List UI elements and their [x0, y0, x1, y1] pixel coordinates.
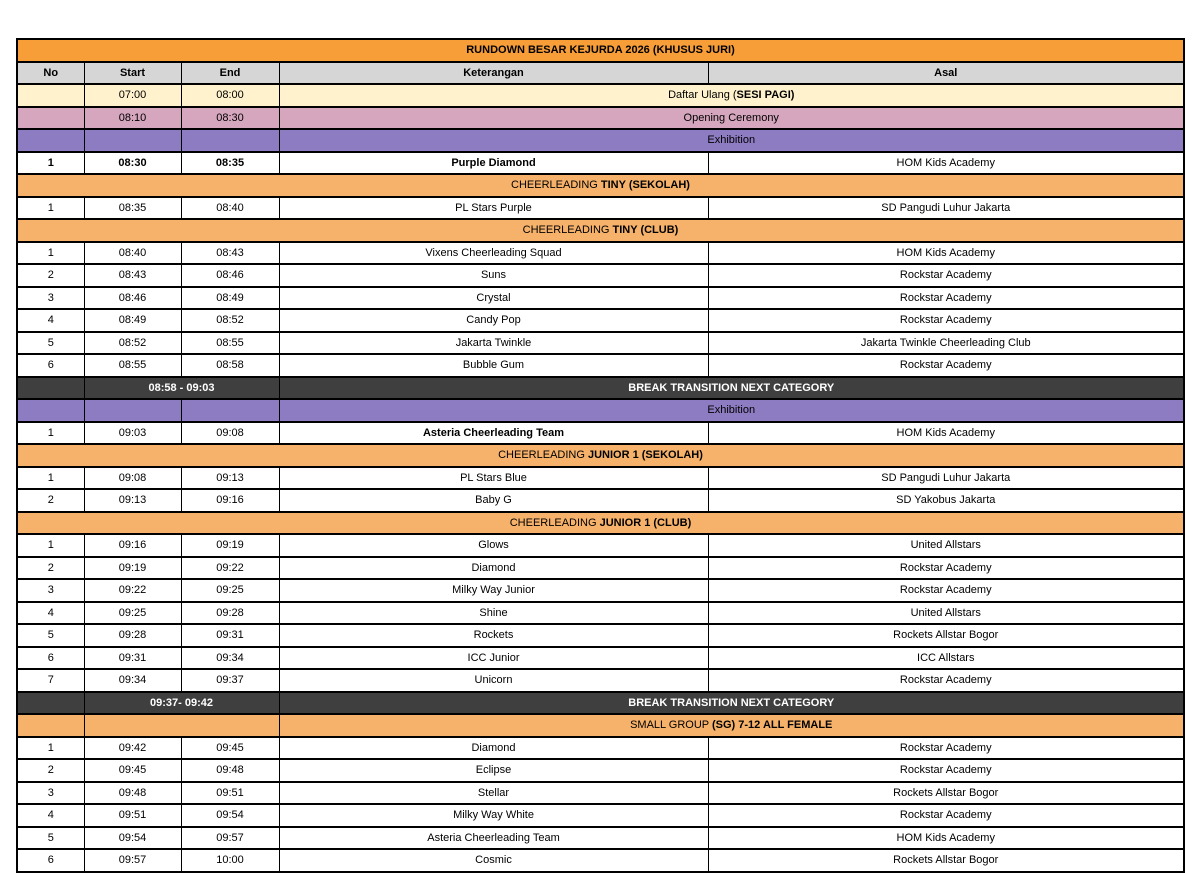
- category-row: [17, 714, 1184, 737]
- no-cell: 3: [17, 579, 84, 602]
- entry-row: [17, 489, 1184, 512]
- category-label-cell-bold-text: (SG) 7-12 ALL FEMALE: [712, 719, 833, 732]
- no-cell: [17, 107, 84, 130]
- no-cell: [17, 129, 84, 152]
- club-name-cell: Rockstar Academy: [708, 309, 1184, 332]
- club-name-cell: Rockstar Academy: [708, 354, 1184, 377]
- entry-row: [17, 782, 1184, 805]
- column-header-4: Asal: [708, 62, 1184, 85]
- end-time-cell: 09:37: [181, 669, 279, 692]
- entry-row: [17, 242, 1184, 265]
- end-time-cell: 09:45: [181, 737, 279, 760]
- entry-row: [17, 647, 1184, 670]
- category-label-cell-text: CHEERLEADING: [511, 179, 601, 192]
- team-name-cell: Suns: [279, 264, 708, 287]
- entry-row: [17, 287, 1184, 310]
- no-cell: 6: [17, 849, 84, 872]
- team-name-cell: Unicorn: [279, 669, 708, 692]
- entry-row: [17, 422, 1184, 445]
- start-time-cell: 09:42: [84, 737, 181, 760]
- end-time-cell: 09:34: [181, 647, 279, 670]
- category-label-cell-bold-text: JUNIOR 1 (SEKOLAH): [587, 449, 703, 462]
- no-cell: 2: [17, 264, 84, 287]
- info-row: [17, 107, 1184, 130]
- no-cell: [17, 377, 84, 400]
- schedule-sheet: [16, 38, 1185, 873]
- no-cell: 2: [17, 489, 84, 512]
- no-cell: [17, 714, 84, 737]
- event-label-cell: [279, 107, 1184, 130]
- rundown-body: [17, 39, 1184, 872]
- no-cell: 2: [17, 759, 84, 782]
- break-row: [17, 692, 1184, 715]
- no-cell: 2: [17, 557, 84, 580]
- column-header-3: Keterangan: [279, 62, 708, 85]
- team-name-cell: Milky Way Junior: [279, 579, 708, 602]
- start-time-cell: 09:31: [84, 647, 181, 670]
- start-time-cell: 09:19: [84, 557, 181, 580]
- entry-row: [17, 332, 1184, 355]
- team-name-cell: Asteria Cheerleading Team: [279, 827, 708, 850]
- start-time-cell: 09:51: [84, 804, 181, 827]
- entry-row: [17, 737, 1184, 760]
- end-time-cell: 08:30: [181, 107, 279, 130]
- rundown-table: [16, 38, 1185, 873]
- club-name-cell: ICC Allstars: [708, 647, 1184, 670]
- page-title: RUNDOWN BESAR KEJURDA 2026 (KHUSUS JURI): [17, 39, 1184, 62]
- end-time-cell: 08:35: [181, 152, 279, 175]
- end-time-cell: 08:40: [181, 197, 279, 220]
- end-time-cell: 09:51: [181, 782, 279, 805]
- team-name-cell: Purple Diamond: [279, 152, 708, 175]
- start-time-cell: 09:48: [84, 782, 181, 805]
- no-cell: 4: [17, 309, 84, 332]
- category-label-cell: [17, 444, 1184, 467]
- category-row: [17, 219, 1184, 242]
- end-time-cell: 09:48: [181, 759, 279, 782]
- entry-row: [17, 849, 1184, 872]
- club-name-cell: SD Pangudi Luhur Jakarta: [708, 467, 1184, 490]
- end-time-cell: 08:58: [181, 354, 279, 377]
- no-cell: [17, 399, 84, 422]
- no-cell: 3: [17, 782, 84, 805]
- no-cell: 4: [17, 602, 84, 625]
- column-header-0: No: [17, 62, 84, 85]
- no-cell: 1: [17, 737, 84, 760]
- team-name-cell: Rockets: [279, 624, 708, 647]
- club-name-cell: Rockets Allstar Bogor: [708, 624, 1184, 647]
- category-label-cell: [17, 219, 1184, 242]
- club-name-cell: United Allstars: [708, 602, 1184, 625]
- start-time-cell: 08:46: [84, 287, 181, 310]
- start-time-cell: 08:30: [84, 152, 181, 175]
- club-name-cell: Rockets Allstar Bogor: [708, 782, 1184, 805]
- no-cell: [17, 692, 84, 715]
- start-time-cell: 09:45: [84, 759, 181, 782]
- entry-row: [17, 669, 1184, 692]
- club-name-cell: United Allstars: [708, 534, 1184, 557]
- start-time-cell: 09:25: [84, 602, 181, 625]
- entry-row: [17, 152, 1184, 175]
- club-name-cell: HOM Kids Academy: [708, 422, 1184, 445]
- club-name-cell: Rockstar Academy: [708, 557, 1184, 580]
- entry-row: [17, 557, 1184, 580]
- event-label-cell-text: Opening Ceremony: [683, 111, 779, 124]
- category-label-cell-text: SMALL GROUP: [630, 719, 712, 732]
- start-time-cell: 09:34: [84, 669, 181, 692]
- category-row: [17, 512, 1184, 535]
- team-name-cell: Glows: [279, 534, 708, 557]
- club-name-cell: Rockstar Academy: [708, 287, 1184, 310]
- club-name-cell: Rockstar Academy: [708, 759, 1184, 782]
- category-row: [17, 174, 1184, 197]
- category-label-cell-text: CHEERLEADING: [498, 449, 588, 462]
- event-label-cell-bold-text: SESI PAGI): [736, 89, 795, 102]
- break-time-cell: 09:37- 09:42: [84, 692, 279, 715]
- start-time-cell: 09:13: [84, 489, 181, 512]
- start-time-cell: 09:28: [84, 624, 181, 647]
- end-time-cell: 08:46: [181, 264, 279, 287]
- category-label-cell-bold-text: JUNIOR 1 (CLUB): [599, 516, 692, 529]
- no-cell: 5: [17, 827, 84, 850]
- header-row: [17, 62, 1184, 85]
- event-label-cell: [279, 84, 1184, 107]
- end-time-cell: 08:00: [181, 84, 279, 107]
- end-time-cell: 09:16: [181, 489, 279, 512]
- end-time-cell: 09:57: [181, 827, 279, 850]
- club-name-cell: HOM Kids Academy: [708, 827, 1184, 850]
- category-label-cell: [279, 714, 1184, 737]
- no-cell: 6: [17, 354, 84, 377]
- start-time-cell: 08:55: [84, 354, 181, 377]
- team-name-cell: Jakarta Twinkle: [279, 332, 708, 355]
- team-name-cell: Bubble Gum: [279, 354, 708, 377]
- club-name-cell: Rockets Allstar Bogor: [708, 849, 1184, 872]
- no-cell: [17, 84, 84, 107]
- club-name-cell: HOM Kids Academy: [708, 242, 1184, 265]
- entry-row: [17, 309, 1184, 332]
- team-name-cell: Crystal: [279, 287, 708, 310]
- no-cell: 1: [17, 467, 84, 490]
- start-time-cell: 08:35: [84, 197, 181, 220]
- club-name-cell: SD Pangudi Luhur Jakarta: [708, 197, 1184, 220]
- start-time-cell: 09:22: [84, 579, 181, 602]
- category-label-cell: [17, 174, 1184, 197]
- team-name-cell: Diamond: [279, 557, 708, 580]
- entry-row: [17, 759, 1184, 782]
- start-time-cell: 08:10: [84, 107, 181, 130]
- entry-row: [17, 624, 1184, 647]
- column-header-1: Start: [84, 62, 181, 85]
- end-time-cell: 09:19: [181, 534, 279, 557]
- category-label-cell-text: CHEERLEADING: [509, 516, 600, 529]
- entry-row: [17, 354, 1184, 377]
- club-name-cell: Rockstar Academy: [708, 804, 1184, 827]
- no-cell: 1: [17, 197, 84, 220]
- team-name-cell: Eclipse: [279, 759, 708, 782]
- end-time-cell: 09:13: [181, 467, 279, 490]
- team-name-cell: Stellar: [279, 782, 708, 805]
- no-cell: 1: [17, 422, 84, 445]
- end-time-cell: 08:43: [181, 242, 279, 265]
- start-time-cell: 09:08: [84, 467, 181, 490]
- break-label-cell: BREAK TRANSITION NEXT CATEGORY: [279, 377, 1184, 400]
- start-time-cell: [84, 129, 181, 152]
- entry-row: [17, 264, 1184, 287]
- start-time-cell: 08:43: [84, 264, 181, 287]
- no-cell: 5: [17, 624, 84, 647]
- category-row: [17, 444, 1184, 467]
- category-label-cell-bold-text: TINY (SEKOLAH): [600, 179, 690, 192]
- end-time-cell: 10:00: [181, 849, 279, 872]
- team-name-cell: Cosmic: [279, 849, 708, 872]
- team-name-cell: Milky Way White: [279, 804, 708, 827]
- end-time-cell: 09:22: [181, 557, 279, 580]
- club-name-cell: Rockstar Academy: [708, 579, 1184, 602]
- team-name-cell: Diamond: [279, 737, 708, 760]
- team-name-cell: PL Stars Purple: [279, 197, 708, 220]
- club-name-cell: Jakarta Twinkle Cheerleading Club: [708, 332, 1184, 355]
- no-cell: 4: [17, 804, 84, 827]
- end-time-cell: 09:31: [181, 624, 279, 647]
- entry-row: [17, 804, 1184, 827]
- end-time-cell: 09:28: [181, 602, 279, 625]
- start-time-cell: 08:49: [84, 309, 181, 332]
- no-cell: 3: [17, 287, 84, 310]
- team-name-cell: Asteria Cheerleading Team: [279, 422, 708, 445]
- event-label-cell-text: Daftar Ulang (: [668, 89, 737, 102]
- break-label-cell: BREAK TRANSITION NEXT CATEGORY: [279, 692, 1184, 715]
- start-time-cell: 07:00: [84, 84, 181, 107]
- end-time-cell: 08:55: [181, 332, 279, 355]
- club-name-cell: Rockstar Academy: [708, 669, 1184, 692]
- entry-row: [17, 467, 1184, 490]
- no-cell: 1: [17, 152, 84, 175]
- team-name-cell: Vixens Cheerleading Squad: [279, 242, 708, 265]
- end-time-cell: 08:49: [181, 287, 279, 310]
- start-time-cell: [84, 399, 181, 422]
- category-label-cell-text: CHEERLEADING: [522, 224, 613, 237]
- entry-row: [17, 579, 1184, 602]
- start-time-cell: 09:16: [84, 534, 181, 557]
- title-row: [17, 39, 1184, 62]
- no-cell: 1: [17, 534, 84, 557]
- column-header-2: End: [181, 62, 279, 85]
- start-time-cell: 09:03: [84, 422, 181, 445]
- entry-row: [17, 534, 1184, 557]
- no-cell: 1: [17, 242, 84, 265]
- exhibition-row: [17, 399, 1184, 422]
- break-time-cell: 08:58 - 09:03: [84, 377, 279, 400]
- start-time-cell: 09:54: [84, 827, 181, 850]
- exhibition-row: [17, 129, 1184, 152]
- club-name-cell: Rockstar Academy: [708, 264, 1184, 287]
- entry-row: [17, 602, 1184, 625]
- end-time-cell: 09:25: [181, 579, 279, 602]
- end-time-cell: 09:54: [181, 804, 279, 827]
- category-label-cell-bold-text: TINY (CLUB): [612, 224, 679, 237]
- break-row: [17, 377, 1184, 400]
- info-row: [17, 84, 1184, 107]
- team-name-cell: Candy Pop: [279, 309, 708, 332]
- team-name-cell: PL Stars Blue: [279, 467, 708, 490]
- team-name-cell: ICC Junior: [279, 647, 708, 670]
- start-time-cell: 09:57: [84, 849, 181, 872]
- time-cell: [84, 714, 279, 737]
- club-name-cell: Rockstar Academy: [708, 737, 1184, 760]
- no-cell: 5: [17, 332, 84, 355]
- end-time-cell: [181, 399, 279, 422]
- entry-row: [17, 827, 1184, 850]
- start-time-cell: 08:40: [84, 242, 181, 265]
- event-label-cell: Exhibition: [279, 129, 1184, 152]
- start-time-cell: 08:52: [84, 332, 181, 355]
- club-name-cell: HOM Kids Academy: [708, 152, 1184, 175]
- team-name-cell: Shine: [279, 602, 708, 625]
- no-cell: 7: [17, 669, 84, 692]
- team-name-cell: Baby G: [279, 489, 708, 512]
- club-name-cell: SD Yakobus Jakarta: [708, 489, 1184, 512]
- no-cell: 6: [17, 647, 84, 670]
- end-time-cell: [181, 129, 279, 152]
- end-time-cell: 09:08: [181, 422, 279, 445]
- category-label-cell: [17, 512, 1184, 535]
- entry-row: [17, 197, 1184, 220]
- end-time-cell: 08:52: [181, 309, 279, 332]
- event-label-cell: Exhibition: [279, 399, 1184, 422]
